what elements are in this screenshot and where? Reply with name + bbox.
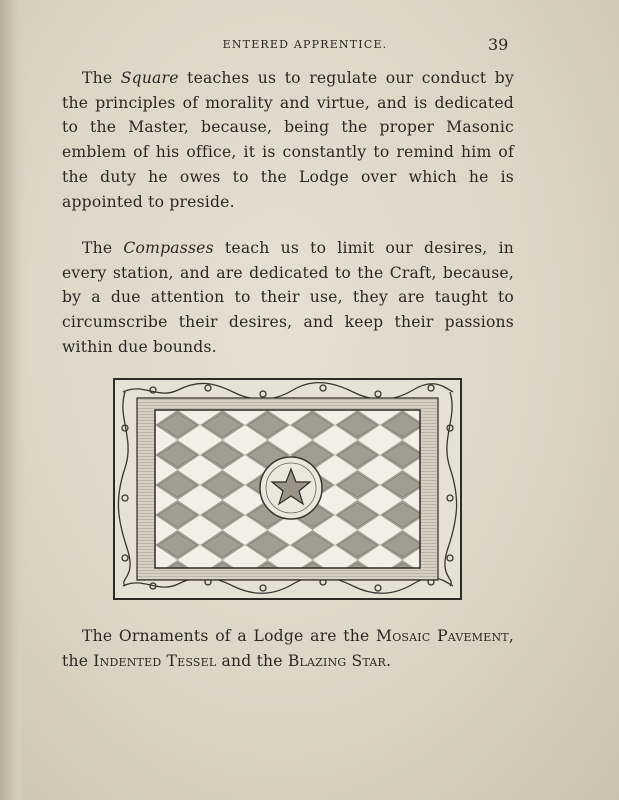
paragraph-square-text: teaches us to regulate our conduct by the principles of morality and virtue, and is dedicated to the Master, because, being the proper Masonic emblem of his office, it is constantly to remind him of the duty he owes to the Lodge over which he is appointed to preside. bbox=[62, 69, 514, 211]
term-square: Square bbox=[120, 69, 179, 87]
figure-caption bbox=[62, 624, 514, 673]
term-blazing-star: Blazing Star bbox=[287, 651, 386, 670]
paragraph-compasses-intro: The bbox=[82, 239, 124, 257]
term-mosaic-pavement: Mosaic Pavement bbox=[376, 627, 509, 645]
paragraph-square-intro: The bbox=[82, 69, 121, 87]
paragraph-square bbox=[62, 66, 514, 214]
term-indented-tessel: Indented Tessel bbox=[93, 651, 217, 670]
caption-part3: and the bbox=[216, 651, 288, 670]
paragraph-compasses-text: teach us to limit our desires, in every station, and are dedicated to the Craft, because, by a due attention to their use, they are taught to circumscribe their desires, and keep their passions within due bounds. bbox=[62, 239, 514, 356]
term-compasses: Compasses bbox=[123, 239, 214, 257]
caption-part2: , the bbox=[62, 627, 514, 670]
page-number: 39 bbox=[488, 35, 509, 54]
page-edge-shadow bbox=[0, 0, 26, 800]
caption-part4: . bbox=[385, 651, 392, 670]
paragraph-compasses bbox=[62, 236, 514, 360]
caption-part1: The Ornaments of a Lodge are the bbox=[82, 627, 377, 645]
mosaic-pavement-engraving bbox=[113, 378, 462, 600]
running-head: ENTERED APPRENTICE. bbox=[222, 38, 388, 51]
